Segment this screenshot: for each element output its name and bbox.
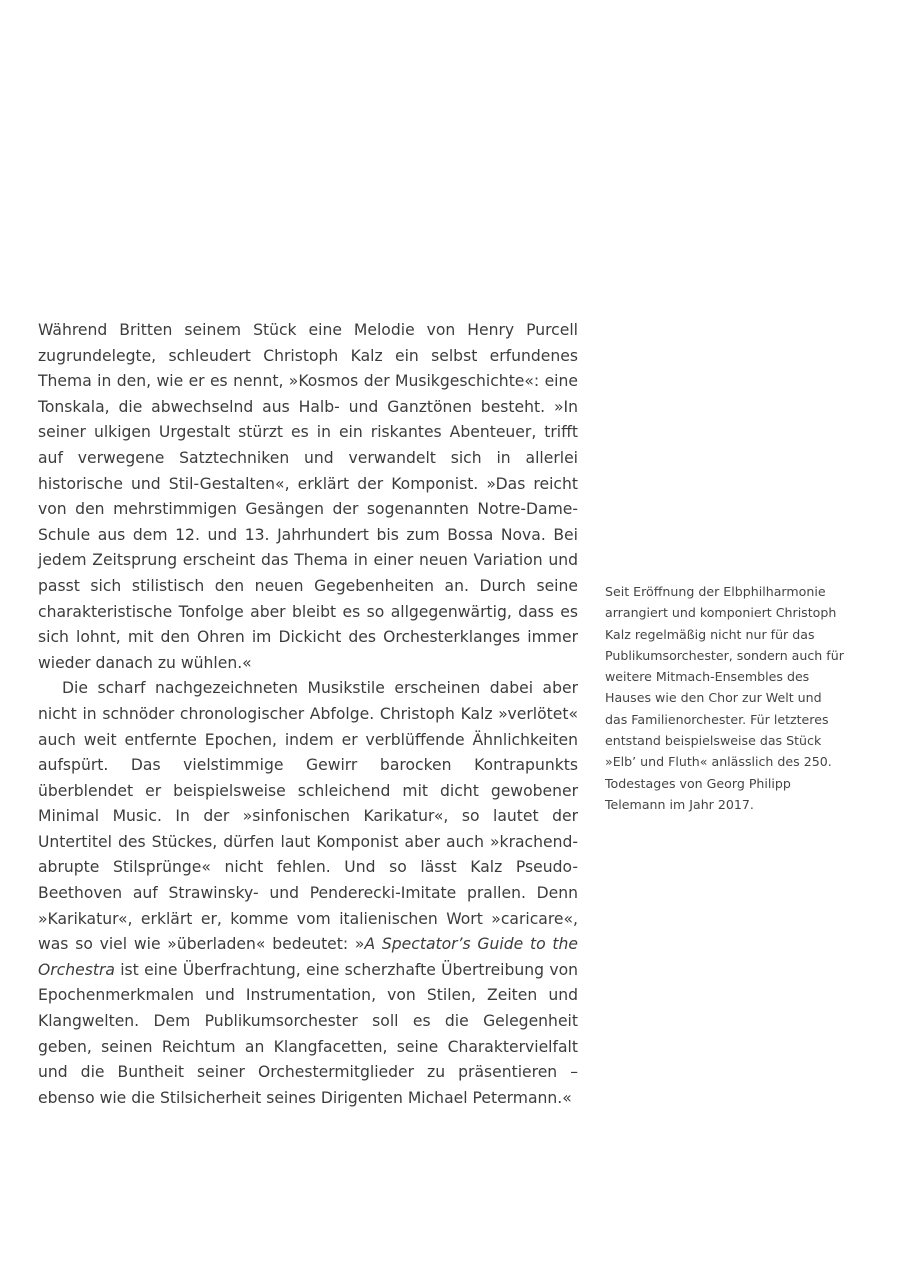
article-paragraph-2: [38, 676, 578, 1111]
article-paragraph-2-text-a: Die scharf nachgezeichneten Musikstile erscheinen dabei aber nicht in schnöder chronologischer Abfolge. Christoph Kalz »verlötet« auch weit entfernte Epochen, indem er verblüffende Ähnlichkeiten aufspürt. Das vielstimmige Gewirr barocken Kontrapunkts überblendet er beispielsweise schleichend mit dicht gewobener Minimal Music. In der »sinfonischen Karikatur«, so lautet der Untertitel des Stückes, dürfen laut Komponist aber auch »krachend-abrupte Stilsprünge« nicht fehlen. Und so lässt Kalz Pseudo-Beethoven auf Strawinsky- und Penderecki-Imitate prallen. Denn »Karikatur«, erklärt er, komme vom italienischen Wort »caricare«, was so viel wie »überladen« bedeutet: »: [38, 679, 578, 954]
work-title: A Spectator’s Guide to the Orchestra: [38, 935, 578, 979]
article-paragraph-2-text-b: ist eine Überfrachtung, eine scherzhafte Übertreibung von Epochenmerkmalen und Instrumentation, von Stilen, Zeiten und Klangwelten. Dem Publikumsorchester soll es die Gelegenheit geben, seinen Reichtum an Klangfacetten, seine Charaktervielfalt und die Buntheit seiner Orchestermitglieder zu präsentieren – ebenso wie die Stilsicherheit seines Dirigenten Michael Petermann.«: [38, 960, 578, 1107]
sidebar-note-text: Seit Eröffnung der Elbphilharmonie arrangiert und komponiert Christoph Kalz regelmäßig nicht nur für das Publikumsorchester, sondern auch für weitere Mitmach-Ensembles des Hauses wie den Chor zur Welt und das Familienorchester. Für letzteres entstand beispielsweise das Stück »Elb’ und Fluth« anlässlich des 250. Todestages von Georg Philipp Telemann im Jahr 2017.: [605, 584, 844, 812]
article-body: [38, 318, 578, 1111]
article-paragraph-1: Während Britten seinem Stück eine Melodie von Henry Purcell zugrundelegte, schleudert Christoph Kalz ein selbst erfundenes Thema in den, wie er es nennt, »Kosmos der Musikgeschichte«: eine Tonskala, die abwechselnd aus Halb- und Ganztönen besteht. »In seiner ulkigen Urgestalt stürzt es in ein riskantes Abenteuer, trifft auf verwegene Satztechniken und verwandelt sich in allerlei historische und Stil-Gestalten«, erklärt der Komponist. »Das reicht von den mehrstimmigen Gesängen der sogenannten Notre-Dame-Schule aus dem 12. und 13. Jahrhundert bis zum Bossa Nova. Bei jedem Zeitsprung erscheint das Thema in einer neuen Variation und passt sich stilistisch den neuen Gegebenheiten an. Durch seine charakteristische Tonfolge aber bleibt es so allgegenwärtig, dass es sich lohnt, mit den Ohren im Dickicht des Orchesterklanges immer wieder danach zu wühlen.«: [38, 321, 578, 672]
sidebar-note: [605, 581, 845, 815]
